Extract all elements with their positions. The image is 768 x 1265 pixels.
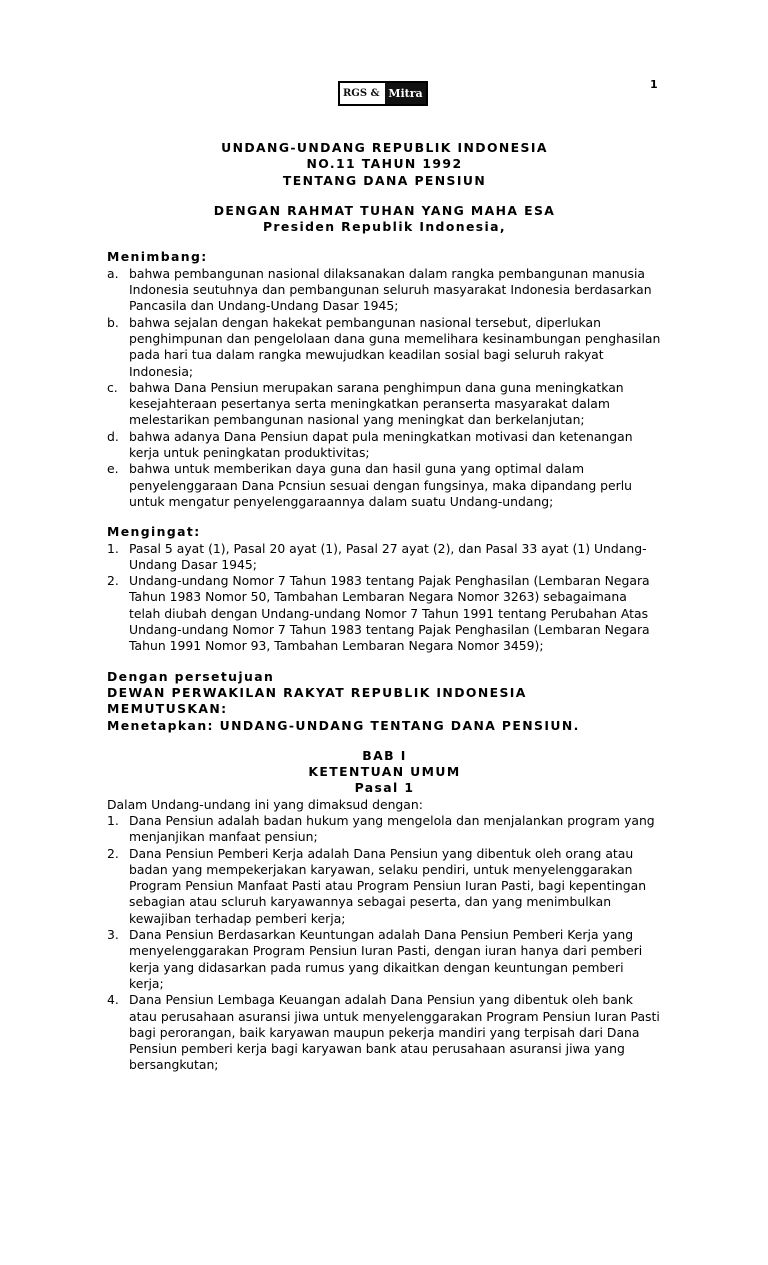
item-text: bahwa Dana Pensiun merupakan sarana penghimpun dana guna meningkatkan kesejahteraan pesertanya serta meningkatkan peranserta masyarakat dalam melestarikan pembangunan nasional yang meningkat dan berkelanjutan; xyxy=(129,379,624,428)
item-mark: a. xyxy=(107,265,119,281)
pasal-item xyxy=(107,813,662,846)
menimbang-item xyxy=(107,461,662,510)
menimbang-item xyxy=(107,315,662,380)
item-text: bahwa untuk memberikan daya guna dan hasil guna yang optimal dalam penyelenggaraan Dana Pcnsiun sesuai dengan fungsinya, maka dipandang perlu untuk mengatur penyelenggaraannya dalam suatu Undang-undang; xyxy=(129,461,633,509)
item-mark: 4. xyxy=(107,992,119,1008)
item-text: Dana Pensiun adalah badan hukum yang mengelola dan menjalankan program yang menjanjikan manfaat pensiun; xyxy=(129,812,655,845)
item-text: bahwa sejalan dengan hakekat pembangunan nasional tersebut, diperlukan penghimpunan dan pengelolaan dana guna memelihara kesinambungan penghasilan pada hari tua dalam rangka mewujudkan keadilan sosial bagi seluruh rakyat Indonesia; xyxy=(129,314,661,379)
document-body xyxy=(107,140,662,1074)
pasal-intro: Dalam Undang-undang ini yang dimaksud dengan: xyxy=(107,796,423,812)
item-text: Dana Pensiun Berdasarkan Keuntungan adalah Dana Pensiun Pemberi Kerja yang menyelenggarakan Program Pensiun Iuran Pasti, dengan iuran hanya dari pemberi kerja yang didasarkan pada rumus yang dikaitkan dengan keuntungan pemberi kerja; xyxy=(129,927,643,991)
item-mark: 3. xyxy=(107,927,119,943)
persetujuan-line: Dengan persetujuan xyxy=(107,668,275,684)
item-text: Dana Pensiun Pemberi Kerja adalah Dana Pensiun yang dibentuk oleh orang atau badan yang mempekerjakan karyawan, selaku pendiri, untuk menyelenggarakan Program Pensiun Manfaat Pasti atau Program Pensiun Iuran Pasti, bagi kepentingan sebagian atau scluruh karyawannya sebagai peserta, dan yang menimbulkan kewajiban terhadap pemberi kerja; xyxy=(129,845,647,926)
item-text: bahwa pembangunan nasional dilaksanakan dalam rangka pembangunan manusia Indonesia seutuhnya dan pembangunan seluruh masyarakat Indonesia berdasarkan Pancasila dan Undang-Undang Dasar 1945; xyxy=(129,265,652,314)
item-text: Pasal 5 ayat (1), Pasal 20 ayat (1), Pasal 27 ayat (2), dan Pasal 33 ayat (1) Undang-Undang Dasar 1945; xyxy=(129,540,647,572)
preamble-line-1: DENGAN RAHMAT TUHAN YANG MAHA ESA xyxy=(213,202,556,218)
title-line-3: TENTANG DANA PENSIUN xyxy=(282,172,487,188)
item-text: Dana Pensiun Lembaga Keuangan adalah Dana Pensiun yang dibentuk oleh bank atau perusahaan asuransi jiwa untuk menyelenggarakan Program Pensiun Iuran Pasti bagi perorangan, baik karyawan maupun pekerja mandiri yang terpisah dari Dana Pensiun pemberi kerja bagi karyawan bank atau perusahaan asuransi jiwa yang bersangkutan; xyxy=(129,992,660,1073)
pasal-item xyxy=(107,992,662,1073)
item-mark: 2. xyxy=(107,573,119,589)
rgs-mitra-logo xyxy=(338,81,428,106)
bab-number: BAB I xyxy=(362,747,407,763)
dpr-line: DEWAN PERWAKILAN RAKYAT REPUBLIK INDONESIA xyxy=(107,684,527,700)
item-mark: b. xyxy=(107,314,119,330)
logo-right-text: Mitra xyxy=(383,83,426,104)
mengingat-section xyxy=(107,524,662,654)
menimbang-section xyxy=(107,249,662,510)
menetapkan-line: Menetapkan: UNDANG-UNDANG TENTANG DANA PENSIUN. xyxy=(107,717,580,733)
memutuskan-line: MEMUTUSKAN: xyxy=(107,701,228,717)
menimbang-item xyxy=(107,380,662,429)
logo-left-text: RGS & xyxy=(343,88,380,99)
bab-section xyxy=(107,748,662,1074)
pasal-item xyxy=(107,846,662,927)
bab-title: KETENTUAN UMUM xyxy=(308,764,461,780)
item-mark: e. xyxy=(107,461,119,477)
item-text: Undang-undang Nomor 7 Tahun 1983 tentang Pajak Penghasilan (Lembaran Negara Tahun 1983 Nomor 50, Tambahan Lembaran Negara Nomor 3263) sebagaimana telah diubah dengan Undang-undang Nomor 7 Tahun 1991 tentang Perubahan Atas Undang-undang Nomor 7 Tahun 1983 tentang Pajak Penghasilan (Lembaran Negara Tahun 1991 Nomor 93, Tambahan Lembaran Negara Nomor 3459); xyxy=(129,573,650,654)
decision-section xyxy=(107,669,662,734)
item-mark: 2. xyxy=(107,845,119,861)
mengingat-item xyxy=(107,573,662,654)
title-line-1: UNDANG-UNDANG REPUBLIK INDONESIA xyxy=(221,140,548,155)
mengingat-item xyxy=(107,541,662,574)
mengingat-heading: Mengingat: xyxy=(107,524,201,540)
preamble-line-2: Presiden Republik Indonesia, xyxy=(262,219,507,235)
item-mark: c. xyxy=(107,379,118,395)
page-number: 1 xyxy=(650,78,658,91)
pasal-title: Pasal 1 xyxy=(354,780,415,796)
menimbang-item xyxy=(107,266,662,315)
menimbang-heading: Menimbang: xyxy=(107,249,208,265)
title-line-2: NO.11 TAHUN 1992 xyxy=(306,156,463,172)
pasal-item xyxy=(107,927,662,992)
menimbang-item xyxy=(107,429,662,462)
item-mark: d. xyxy=(107,428,119,444)
item-mark: 1. xyxy=(107,812,119,828)
item-text: bahwa adanya Dana Pensiun dapat pula meningkatkan motivasi dan ketenangan kerja untuk peningkatan produktivitas; xyxy=(129,428,633,461)
item-mark: 1. xyxy=(107,540,119,556)
